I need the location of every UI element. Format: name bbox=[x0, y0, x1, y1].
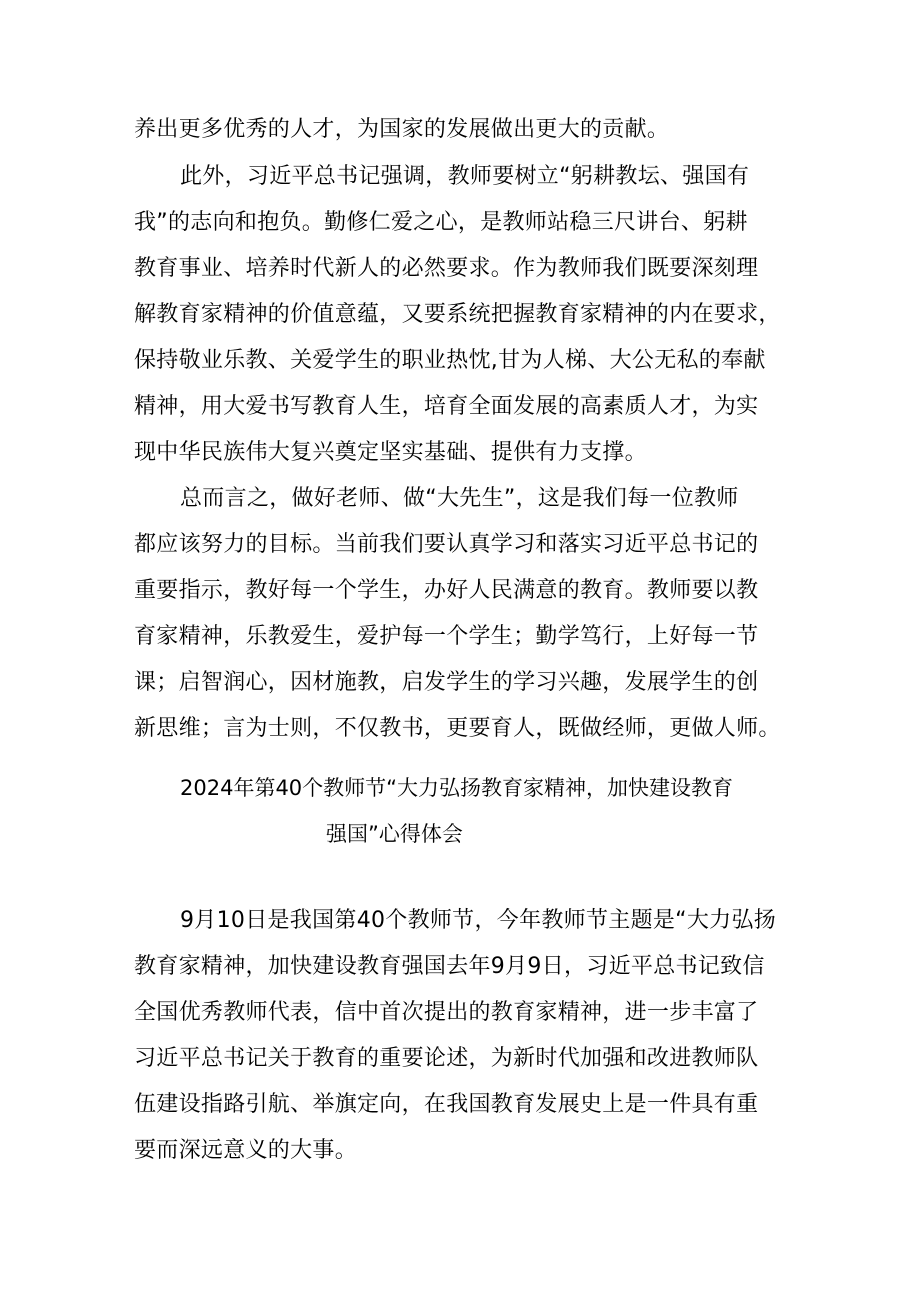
para3-line: 都应该努力的目标。当前我们要认真学习和落实习近平总书记的 bbox=[134, 532, 759, 557]
para4-line: 伍建设指路引航、举旗定向，在我国教育发展史上是一件具有重 bbox=[134, 1092, 759, 1117]
para2-line: 精神，用大爱书写教育人生，培育全面发展的高素质人才，为实 bbox=[134, 394, 759, 419]
para3-line: 重要指示，教好每一个学生，办好人民满意的教育。教师要以教 bbox=[134, 578, 759, 603]
para3-line: 课；启智润心，因材施教，启发学生的学习兴趣，发展学生的创 bbox=[134, 670, 759, 695]
para3-line: 总而言之，做好老师、做“大先生”，这是我们每一位教师 bbox=[180, 486, 739, 511]
article-title-line1: 2024年第40个教师节“大力弘扬教育家精神，加快建设教育 bbox=[180, 776, 734, 800]
para2-line: 我”的志向和抱负。勤修仁爱之心，是教师站稳三尺讲台、躬耕 bbox=[134, 210, 748, 235]
para3-line: 育家精神，乐教爱生，爱护每一个学生；勤学笃行，上好每一节 bbox=[134, 624, 759, 649]
para2-line: 现中华民族伟大复兴奠定坚实基础、提供有力支撑。 bbox=[134, 440, 647, 465]
para2-line: 此外，习近平总书记强调，教师要树立“躬耕教坛、强国有 bbox=[180, 164, 750, 189]
para4-line: 全国优秀教师代表，信中首次提出的教育家精神，进一步丰富了 bbox=[134, 1000, 759, 1025]
para2-line: 教育事业、培养时代新人的必然要求。作为教师我们既要深刻理 bbox=[134, 256, 759, 281]
para4-line: 9月10日是我国第40个教师节，今年教师节主题是“大力弘扬 bbox=[180, 908, 777, 933]
para3-line: 新思维；言为士则，不仅教书，更要育人，既做经师，更做人师。 bbox=[134, 716, 781, 741]
para4-line: 习近平总书记关于教育的重要论述，为新时代加强和改进教师队 bbox=[134, 1046, 759, 1071]
article-title-line2: 强国”心得体会 bbox=[326, 822, 463, 846]
para4-line: 要而深远意义的大事。 bbox=[134, 1138, 358, 1163]
para1-line: 养出更多优秀的人才，为国家的发展做出更大的贡献。 bbox=[134, 117, 670, 142]
para4-line: 教育家精神，加快建设教育强国去年9月9日，习近平总书记致信 bbox=[134, 954, 765, 979]
para2-line: 解教育家精神的价值意蕴，又要系统把握教育家精神的内在要求， bbox=[134, 302, 781, 327]
para2-line: 保持敬业乐教、关爱学生的职业热忱,甘为人梯、大公无私的奉献 bbox=[134, 348, 766, 373]
